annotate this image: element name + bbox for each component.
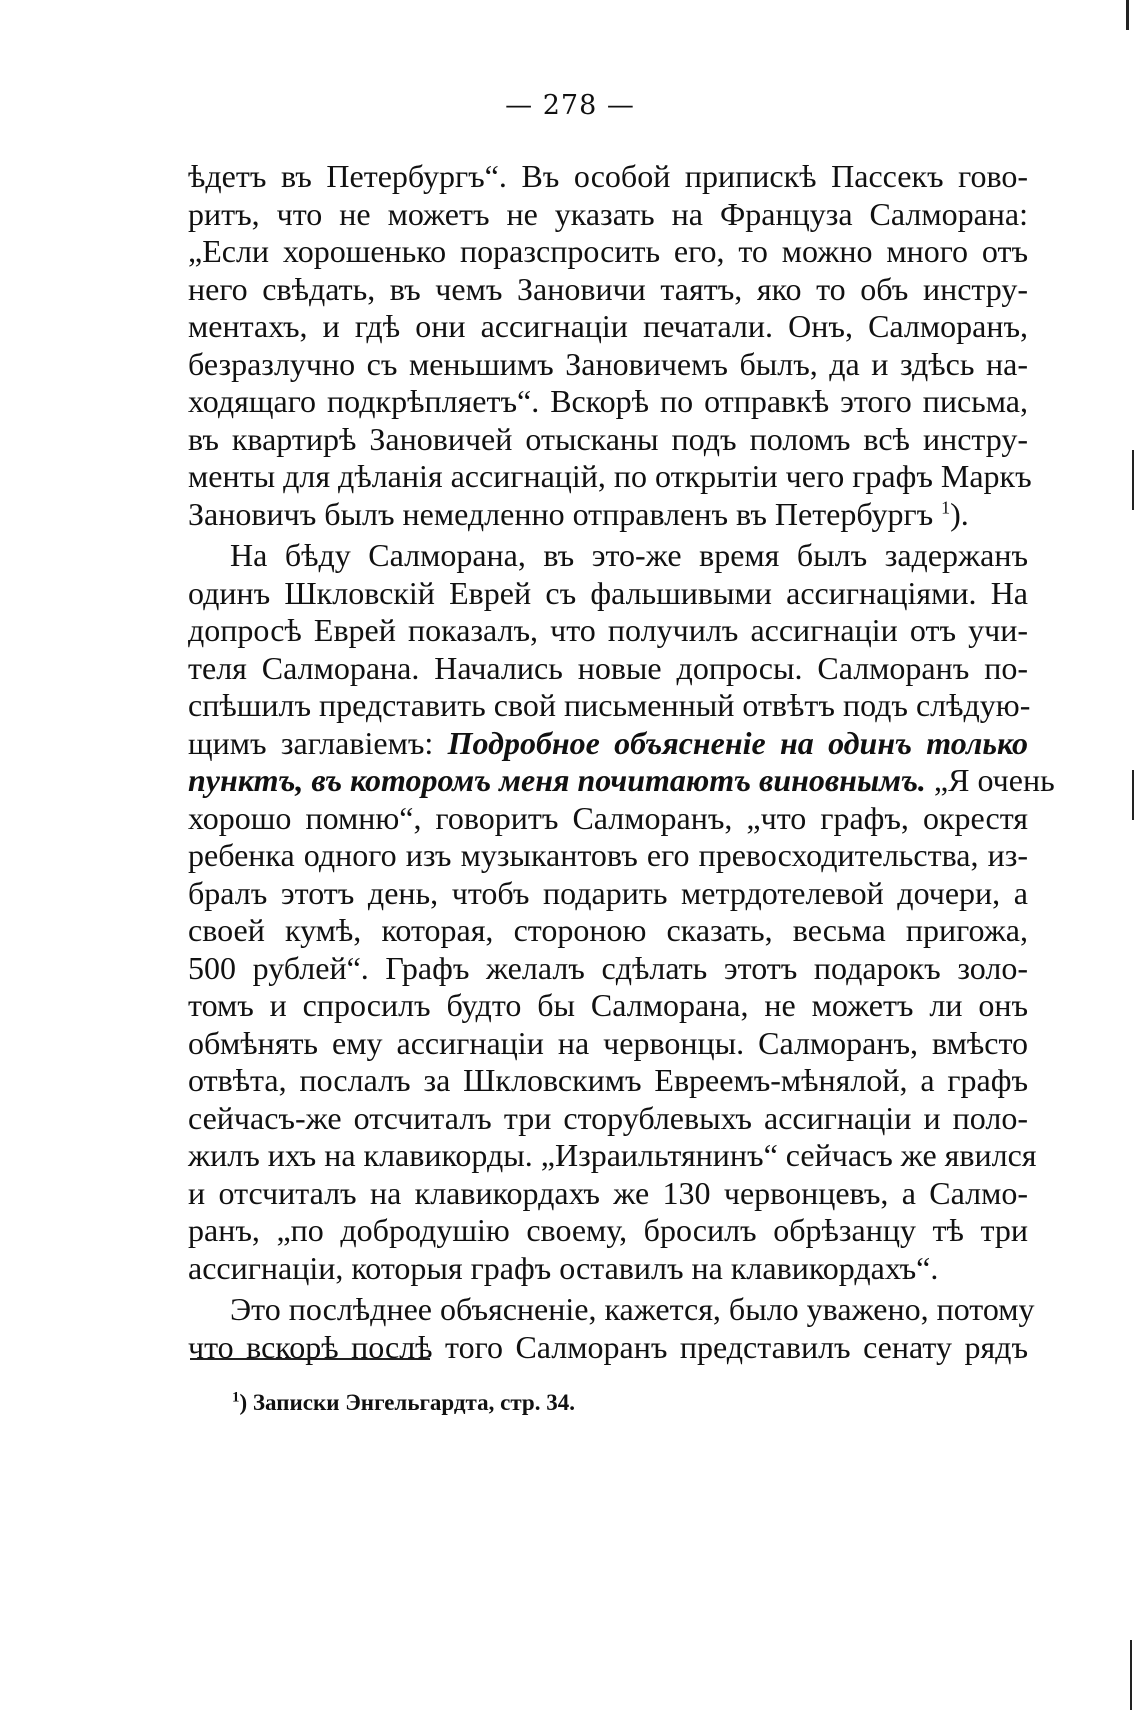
text-line: ассигнаціи, которыя графъ оставилъ на клавикордахъ“.	[188, 1249, 939, 1286]
text-line: жилъ ихъ на клавикорды. „Израильтянинъ“ сейчасъ же явился	[188, 1137, 1037, 1173]
footnote-marker: 1	[232, 1389, 240, 1406]
footnote-reference: 1	[941, 496, 951, 517]
text-line: допросѣ Еврей показалъ, что получилъ ассигнаціи отъ учи-	[188, 612, 1028, 648]
text-line: сейчасъ-же отсчиталъ три сторублевыхъ ассигнаціи и поло-	[188, 1099, 1028, 1136]
text-line: ритъ, что не можетъ не указать на Француза Салморана:	[188, 195, 1028, 232]
text-line	[188, 496, 1028, 534]
text-line: „Если хорошенько поразспросить его, то можно много отъ	[188, 233, 1028, 269]
text-line: спѣшилъ представить свой письменный отвѣтъ подъ слѣдую-	[188, 687, 1031, 723]
text-line: безразлучно съ меньшимъ Зановичемъ былъ, да и здѣсь на-	[188, 345, 1028, 382]
text-line	[188, 725, 1028, 763]
text-line: Это послѣднее объясненіе, кажется, было уважено, потому	[230, 1291, 1035, 1327]
text-line: ходящаго подкрѣпляетъ“. Вскорѣ по отправкѣ этого письма,	[188, 383, 1028, 419]
paragraph-3	[188, 1291, 1035, 1366]
scan-artifact	[1130, 1640, 1132, 1710]
paragraph-2	[188, 537, 1055, 1287]
italic-title: Подробное объясненіе на одинъ только	[447, 724, 1029, 761]
text-line: На бѣду Салморана, въ это-же время былъ задержанъ	[230, 537, 1028, 573]
text-line: ранъ, „по добродушію своему, бросилъ обрѣзанцу тѣ три	[188, 1212, 1028, 1248]
text-line: хорошо помню“, говоритъ Салморанъ, „что графъ, окрестя	[188, 799, 1028, 836]
footnote	[232, 1390, 575, 1416]
text-line: бралъ этотъ день, чтобъ подарить метрдотелевой дочери, а	[188, 874, 1028, 911]
text-line: въ квартирѣ Зановичей отысканы подъ поломъ всѣ инстру-	[188, 420, 1028, 457]
text-segment: Зановичъ былъ немедленно отправленъ въ Петербургъ	[188, 495, 934, 532]
text-line: обмѣнять ему ассигнаціи на червонцы. Салморанъ, вмѣсто	[188, 1024, 1028, 1061]
page-number: — 278 —	[505, 90, 635, 121]
text-segment: ).	[950, 495, 969, 532]
text-line: 500 рублей“. Графъ желалъ сдѣлать этотъ подарокъ золо-	[188, 949, 1028, 986]
text-line: своей кумѣ, которая, стороною сказать, весьма пригожа,	[188, 912, 1028, 948]
scan-artifact	[1132, 770, 1134, 820]
text-line: ѣдетъ въ Петербургъ“. Въ особой припискѣ Пассекъ гово-	[188, 158, 1028, 194]
text-line: ребенка одного изъ музыкантовъ его превосходительства, из-	[188, 837, 1028, 873]
paragraph-1	[188, 158, 1032, 533]
text-line: теля Салморана. Начались новые допросы. Салморанъ по-	[188, 649, 1028, 686]
body-text	[188, 158, 1055, 1366]
text-segment: щимъ заглавіемъ:	[188, 724, 448, 761]
text-line: что вскорѣ послѣ того Салморанъ представилъ сенату рядъ	[188, 1328, 1028, 1365]
footnote-text: ) Записки Энгельгардта, стр. 34.	[239, 1390, 575, 1415]
scan-artifact	[1132, 450, 1134, 510]
text-line: отвѣта, послалъ за Шкловскимъ Евреемъ-мѣнялой, а графъ	[188, 1062, 1028, 1098]
italic-title: пунктъ, въ которомъ меня почитаютъ виновнымъ.	[188, 762, 926, 798]
text-line: и отсчиталъ на клавикордахъ же 130 червонцевъ, а Салмо-	[188, 1174, 1028, 1211]
text-segment: „Я очень	[925, 762, 1055, 798]
text-line	[188, 762, 1055, 800]
text-line: него свѣдать, въ чемъ Зановичи таятъ, яко то объ инстру-	[188, 270, 1028, 307]
text-line: менты для дѣланія ассигнацій, по открытіи чего графъ Маркъ	[188, 458, 1032, 494]
scan-artifact	[1126, 0, 1129, 30]
text-line: одинъ Шкловскій Еврей съ фальшивыми ассигнаціями. На	[188, 574, 1028, 611]
text-line: томъ и спросилъ будто бы Салморана, не можетъ ли онъ	[188, 987, 1028, 1023]
text-line: ментахъ, и гдѣ они ассигнаціи печатали. Онъ, Салморанъ,	[188, 308, 1028, 344]
footnote-divider	[190, 1358, 430, 1360]
